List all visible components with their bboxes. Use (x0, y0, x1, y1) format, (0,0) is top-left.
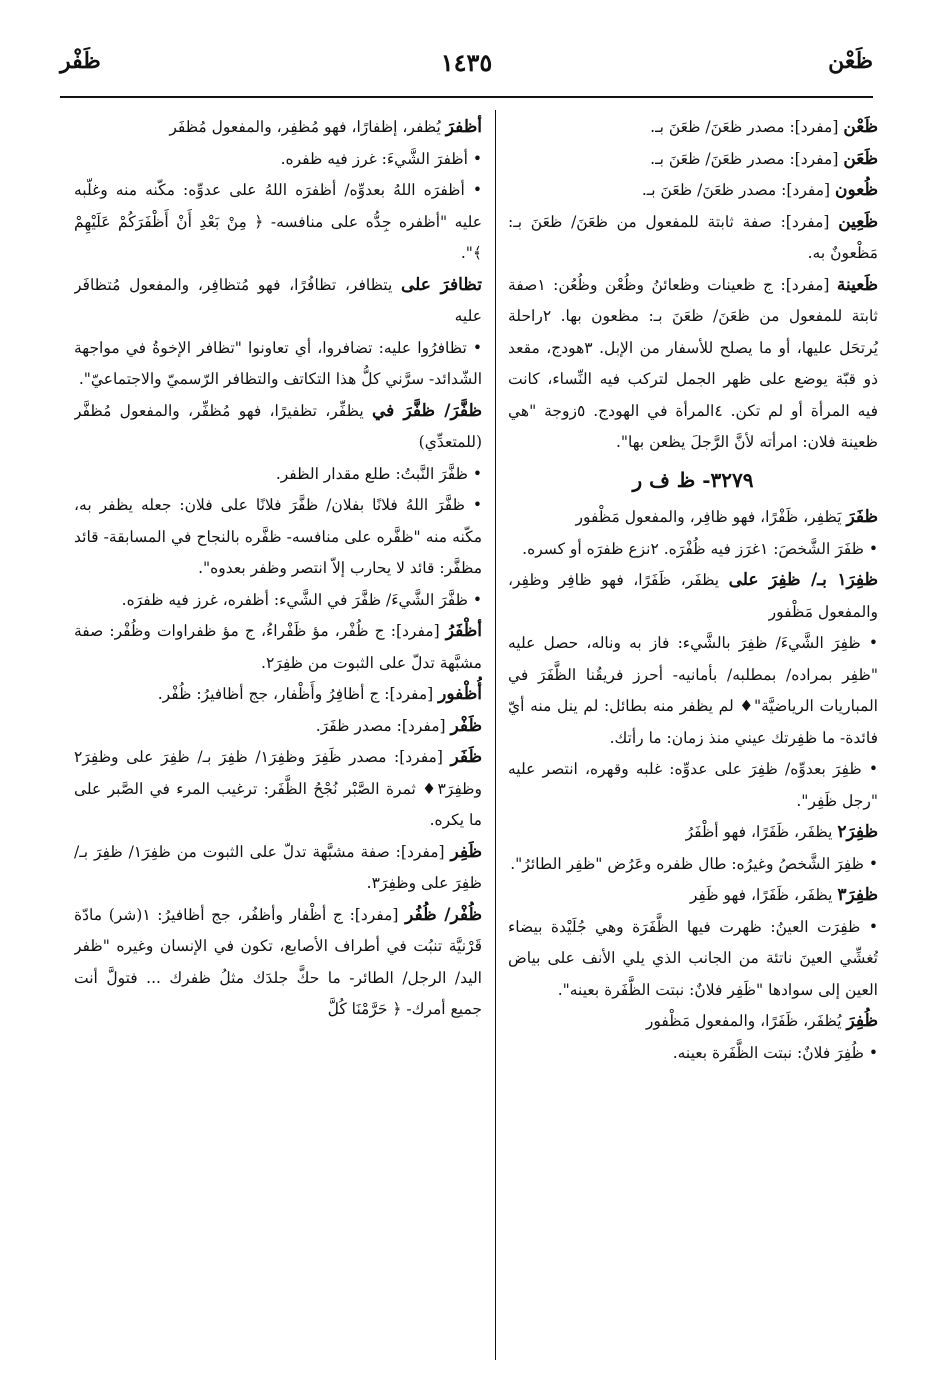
headword: ظُعون (835, 180, 878, 200)
dictionary-entry (74, 742, 482, 837)
entry-definition: • ظفَّرَ النَّبتُ: طلع مقدار الظفر. (275, 464, 482, 483)
root-heading: ٣٢٧٩- ظ ف ر (632, 467, 754, 492)
entry-definition: يظفَر، ظَفَرًا، فهو ظَفِر (689, 886, 838, 904)
dictionary-entry (508, 175, 878, 207)
dictionary-entry (508, 880, 878, 912)
headword: ظَعينة (836, 274, 878, 295)
entry-definition: [مفرد]: صفة مشبَّهة تدلّ على الثبوت من ظفِرَ١/ ظفِرَ بـ/ ظفِرَ على وظفِرَ٣. (74, 842, 482, 892)
dictionary-entry (74, 837, 482, 900)
entry-definition: يظفَر، ظَفَرًا، فهو ظافِر وظفِر، والمفعول مَظْفور (508, 571, 878, 621)
dictionary-entry (74, 112, 482, 144)
headword: ظَعْن (843, 117, 878, 137)
headword: ظَعِين (838, 211, 878, 232)
headword: ظُفْر/ ظُفُر (405, 904, 482, 925)
left-column (74, 112, 482, 1362)
dictionary-entry (74, 711, 482, 743)
dictionary-entry (74, 616, 482, 679)
dictionary-entry (508, 502, 878, 534)
entry-definition: يظفِّر، تظفيرًا، فهو مُظفِّر، والمفعول مُظفَّر (للمتعدِّي) (74, 401, 482, 451)
dictionary-entry (508, 534, 878, 566)
headword: ظفِرَ٢ (837, 822, 878, 842)
entry-definition: • أظفرَ الشَّيءَ: غرز فيه ظفره. (280, 149, 482, 168)
entry-definition: [مفرد]: ج ظُفْر، مؤ ظَفْراءُ، ج مؤ ظفراوات وظُفْر: صفة مشبَّهة تدلّ على الثبوت من ظفِرَ٢. (74, 622, 482, 672)
entry-definition: [مفرد]: ج أظْفار وأظفُر، جج أظافيرُ: ١(شر) مادّة قَرْنيَّة تنبُت في أطراف الأصابع، تكون في الإنسان وغيره "ظفر اليد/ الرجل/ الطائر- ما حكَّ جلدَك مثلُ ظفرك ... فتولَّ أنت جميع أمرك- ﴿ حَرَّمْنَا كُلَّ (74, 905, 482, 1018)
headword: ظَفِر (450, 841, 482, 862)
dictionary-entry (508, 270, 878, 459)
dictionary-entry (74, 490, 482, 585)
headword: ظَفْر (450, 715, 482, 736)
dictionary-entry (508, 1038, 878, 1070)
headword: ظَعَن (843, 148, 878, 169)
entry-definition: • ظفِرَ بعدوِّه/ ظفِرَ على عدوِّه: غلبه وقهره، انتصر عليه "رجل ظَفِر". (508, 760, 878, 810)
dictionary-entry (508, 754, 878, 817)
dictionary-entry (74, 459, 482, 491)
column-divider (495, 110, 496, 1360)
right-column (508, 112, 878, 1362)
dictionary-entry (508, 112, 878, 144)
header-guide-word-left: ظَفْر (60, 48, 101, 74)
headword: ظفَرَ (846, 507, 878, 527)
headword: ظفِرَ٣ (837, 885, 878, 905)
entry-definition: • ظفَّرَ اللهُ فلانًا بفلان/ ظفَّرَ فلانًا على فلان: جعله يظفر به، مكّنه منه "ظفَّره على منافسه- ظفَّره بالنجاح في المسابقة- قائد مظفَّر: قائد لا يحارب إلاّ انتصر وظفر بعدوه". (74, 496, 482, 577)
dictionary-entry (508, 207, 878, 270)
dictionary-entry (508, 817, 878, 849)
header-rule (60, 96, 873, 98)
entry-definition: • ظفِرَ الشَّيءَ/ ظفِرَ بالشَّيء: فاز به وناله، حصل عليه "ظفِر بمراده/ بمطلبه/ بأمانيه- أحرز فريقُنا الظَّفَرَ في المباريات الرياضيَّة"♦ لم يظفر منه بطائل: لم ينل منه أيّ فائدة- ما ظفِرتك عيني منذ زمان: ما رأتك. (508, 634, 878, 747)
dictionary-entry (74, 175, 482, 270)
dictionary-entry (508, 628, 878, 754)
dictionary-entry (508, 144, 878, 176)
entry-definition: يُظفر، إظفارًا، فهو مُظفِر، والمفعول مُظفَر (169, 118, 446, 136)
page-header (60, 48, 873, 96)
entry-definition: [مفرد]: مصدر ظفَرَ. (315, 716, 451, 735)
entry-definition: [مفرد]: مصدر ظَفِرَ وظفِرَ١/ ظفِرَ بـ/ ظفِرَ على وظفِرَ٢ وظفِرَ٣♦ ثمرة الصَّبْر نُجْحُ الظَّفَر: ترغيب المرء في الصَّبر على ما يكره. (74, 748, 482, 829)
entry-definition: [مفرد]: مصدر ظعَنَ/ ظعَنَ بـ. (650, 118, 844, 136)
dictionary-entry (508, 565, 878, 628)
entry-definition: [مفرد]: ج ظعينات وظعائنُ وظُعْن وظُعُن: ١صفة ثابتة للمفعول من ظعَنَ/ ظعَنَ بـ: مظعون بها. ٢راحلة يُرتحَل عليها، أو ما يصلح للأسفار من الإبل. ٣هودج، مقعد ذو قبّة يوضع على ظهر الجمل لتركب فيه النِّساء، كانت فيه المرأة أو لم تكن. ٤المرأة في الهودج. ٥زوجة "هي ظعينة فلان: امرأته لأنَّ الرَّجلَ يظعن بها". (508, 275, 878, 451)
dictionary-entry (74, 679, 482, 711)
entry-definition: • تظافرُوا عليه: تضافروا، أي تعاونوا "تظافر الإخوةُ في مواجهة الشّدائد- سرَّني كلُّ هذا التكاتف والتظافر الرّسميّ والاجتماعيّ". (74, 338, 482, 388)
entry-definition: يَظفِر، ظَفْرًا، فهو ظافِر، والمفعول مَظْفور (575, 508, 847, 526)
entry-definition: [مفرد]: صفة ثابتة للمفعول من ظعَنَ/ ظعَنَ بـ: مَظْعونٌ به. (508, 212, 878, 262)
entry-definition: • ظفَرَ الشَّخصَ: ١غرَز فيه ظُفْرَه. ٢نزع ظفرَه أو كسره. (522, 539, 878, 558)
entry-definition: [مفرد]: مصدر ظعَنَ/ ظعَنَ بـ. (641, 181, 835, 199)
header-guide-word-right: ظَعْن (828, 48, 873, 74)
headword: أظْفَرُ (445, 621, 482, 641)
entry-definition: [مفرد]: مصدر ظعَنَ/ ظعَنَ بـ. (650, 149, 844, 168)
dictionary-entry (74, 585, 482, 617)
page-number: ١٤٣٥ (440, 48, 493, 77)
dictionary-entry (508, 1006, 878, 1038)
dictionary-entry (74, 900, 482, 1026)
dictionary-entry (508, 912, 878, 1007)
dictionary-entry (74, 144, 482, 176)
headword: ظَفَر (450, 747, 482, 767)
headword: ظفَّرَ/ ظفَّرَ في (371, 400, 482, 421)
entry-definition: يُظفَر، ظَفَرًا، والمفعول مَظْفور (645, 1012, 847, 1030)
entry-definition: • أظفرَه اللهُ بعدوِّه/ أظفرَه اللهُ على عدوِّه: مكّنه منه وغلّبه عليه "أظفره جِدُّه على منافسه- ﴿ مِنْ بَعْدِ أَنْ أَظْفَرَكُمْ عَلَيْهِمْ ﴾". (74, 181, 482, 262)
entry-definition: • ظفِرَت العينُ: ظهرت فيها الظَّفَرَة وهي جُلَيْدة بيضاء تُغشِّي العينَ ناتئة من الجانب الذي يلي الأنف على بياض العين إلى سوادها "ظَفِر فلانٌ: نبتت الظَّفَرة بعينه". (508, 917, 878, 999)
headword: تظافرَ على (400, 274, 482, 295)
entry-definition: • ظُفِرَ فلانٌ: نبتت الظَّفَرة بعينه. (672, 1043, 878, 1062)
entry-definition: يظفَر، ظَفَرًا، فهو أظْفَرُ (685, 823, 838, 841)
dictionary-entry (508, 849, 878, 881)
dictionary-entry (74, 270, 482, 333)
dictionary-entry (74, 396, 482, 459)
entry-definition: • ظفَّرَ الشَّيءَ/ ظفَّرَ في الشَّيء: أظفره، غرز فيه ظفرَه. (121, 590, 482, 609)
entry-definition: • ظفِرَ الشَّخصُ وغيرُه: طال ظفره وعَرُض "ظفِر الطائرُ". (510, 854, 878, 873)
headword: أظفرَ (445, 117, 482, 137)
headword: ظفِرَ١ بـ/ ظفِرَ على (728, 570, 878, 590)
entry-definition: يتظافر، تظافُرًا، فهو مُتظافِر، والمفعول مُتظافَر عليه (74, 275, 482, 325)
dictionary-entry (74, 333, 482, 396)
headword: أُظْفور (438, 684, 482, 704)
entry-definition: [مفرد]: ج أظافِرُ وأَظْفار، جج أظافيرُ: ظُفْر. (157, 685, 439, 703)
headword: ظُفِرَ (846, 1011, 878, 1031)
